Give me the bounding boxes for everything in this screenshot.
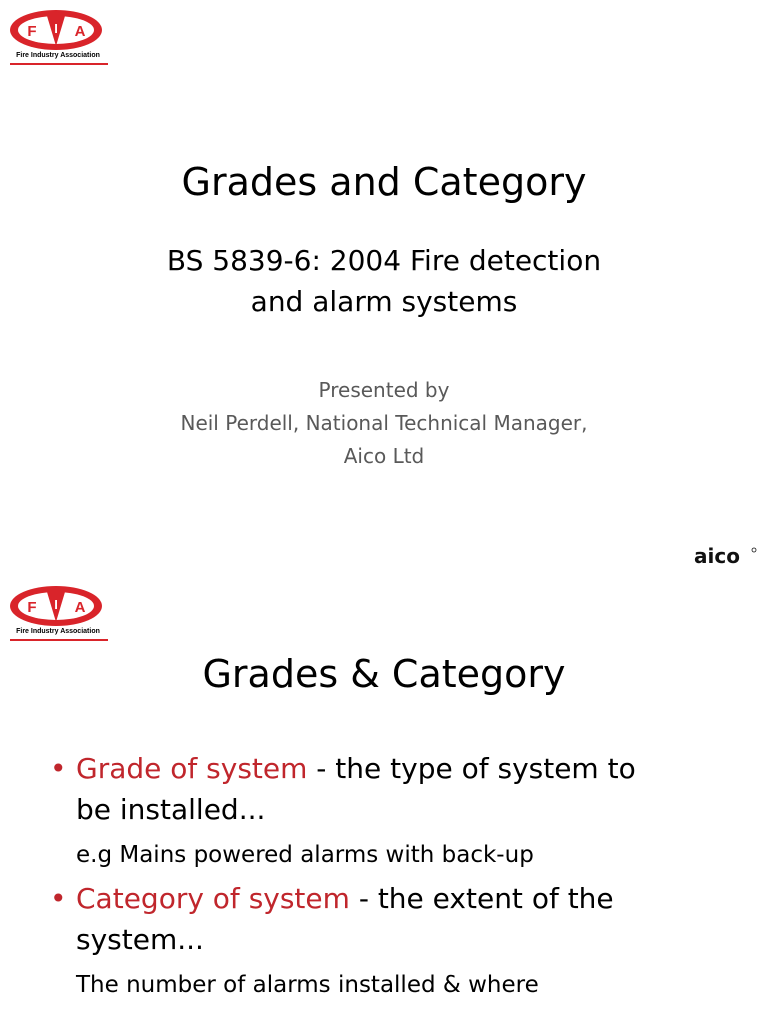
slide-subtitle [0, 240, 768, 322]
bullet-text: - the type of system to [307, 752, 636, 785]
presenter-line-1: Neil Perdell, National Technical Manager, [180, 411, 588, 435]
bullet-dot: • [50, 882, 67, 915]
aico-logo-icon [694, 544, 758, 568]
fia-underline [10, 63, 108, 65]
bullet-text: - the extent of the [349, 882, 614, 915]
bullet-sub-text: The number of alarms installed & where [76, 972, 539, 998]
fia-emblem-icon [6, 584, 106, 630]
fia-letter-i: I [54, 21, 58, 36]
presented-by-label: Presented by [318, 378, 450, 402]
presenter-block [0, 374, 768, 473]
fia-letter-f: F [27, 23, 37, 40]
bullet-text-cont: system... [76, 923, 204, 956]
fia-underline [10, 639, 108, 641]
fia-letter-a: A [74, 599, 86, 616]
fia-logo [6, 8, 106, 66]
bullet-dot: • [50, 752, 67, 785]
slide-2 [0, 576, 768, 1024]
bullet-highlight: Grade of system [76, 752, 308, 785]
fia-emblem-icon [6, 8, 106, 54]
bullet-list [50, 748, 750, 1008]
svg-text:aico: aico [694, 544, 740, 568]
presenter-line-2: Aico Ltd [343, 444, 425, 468]
subtitle-line-2: and alarm systems [250, 285, 518, 318]
bullet-grade [50, 748, 750, 830]
aico-logo [694, 544, 758, 568]
bullet-category [50, 878, 750, 960]
fia-caption: Fire Industry Association [16, 628, 100, 635]
fia-letter-a: A [74, 23, 86, 40]
slide-title: Grades and Category [181, 160, 587, 204]
slide-title: Grades & Category [202, 652, 566, 696]
fia-letter-f: F [27, 599, 37, 616]
bullet-sub-text: e.g Mains powered alarms with back-up [76, 842, 534, 868]
fia-logo [6, 584, 106, 642]
bullet-text-cont: be installed... [76, 793, 266, 826]
fia-caption: Fire Industry Association [16, 52, 100, 59]
fia-letter-i: I [54, 597, 58, 612]
bullet-highlight: Category of system [76, 882, 350, 915]
subtitle-line-1: BS 5839-6: 2004 Fire detection [166, 244, 602, 277]
